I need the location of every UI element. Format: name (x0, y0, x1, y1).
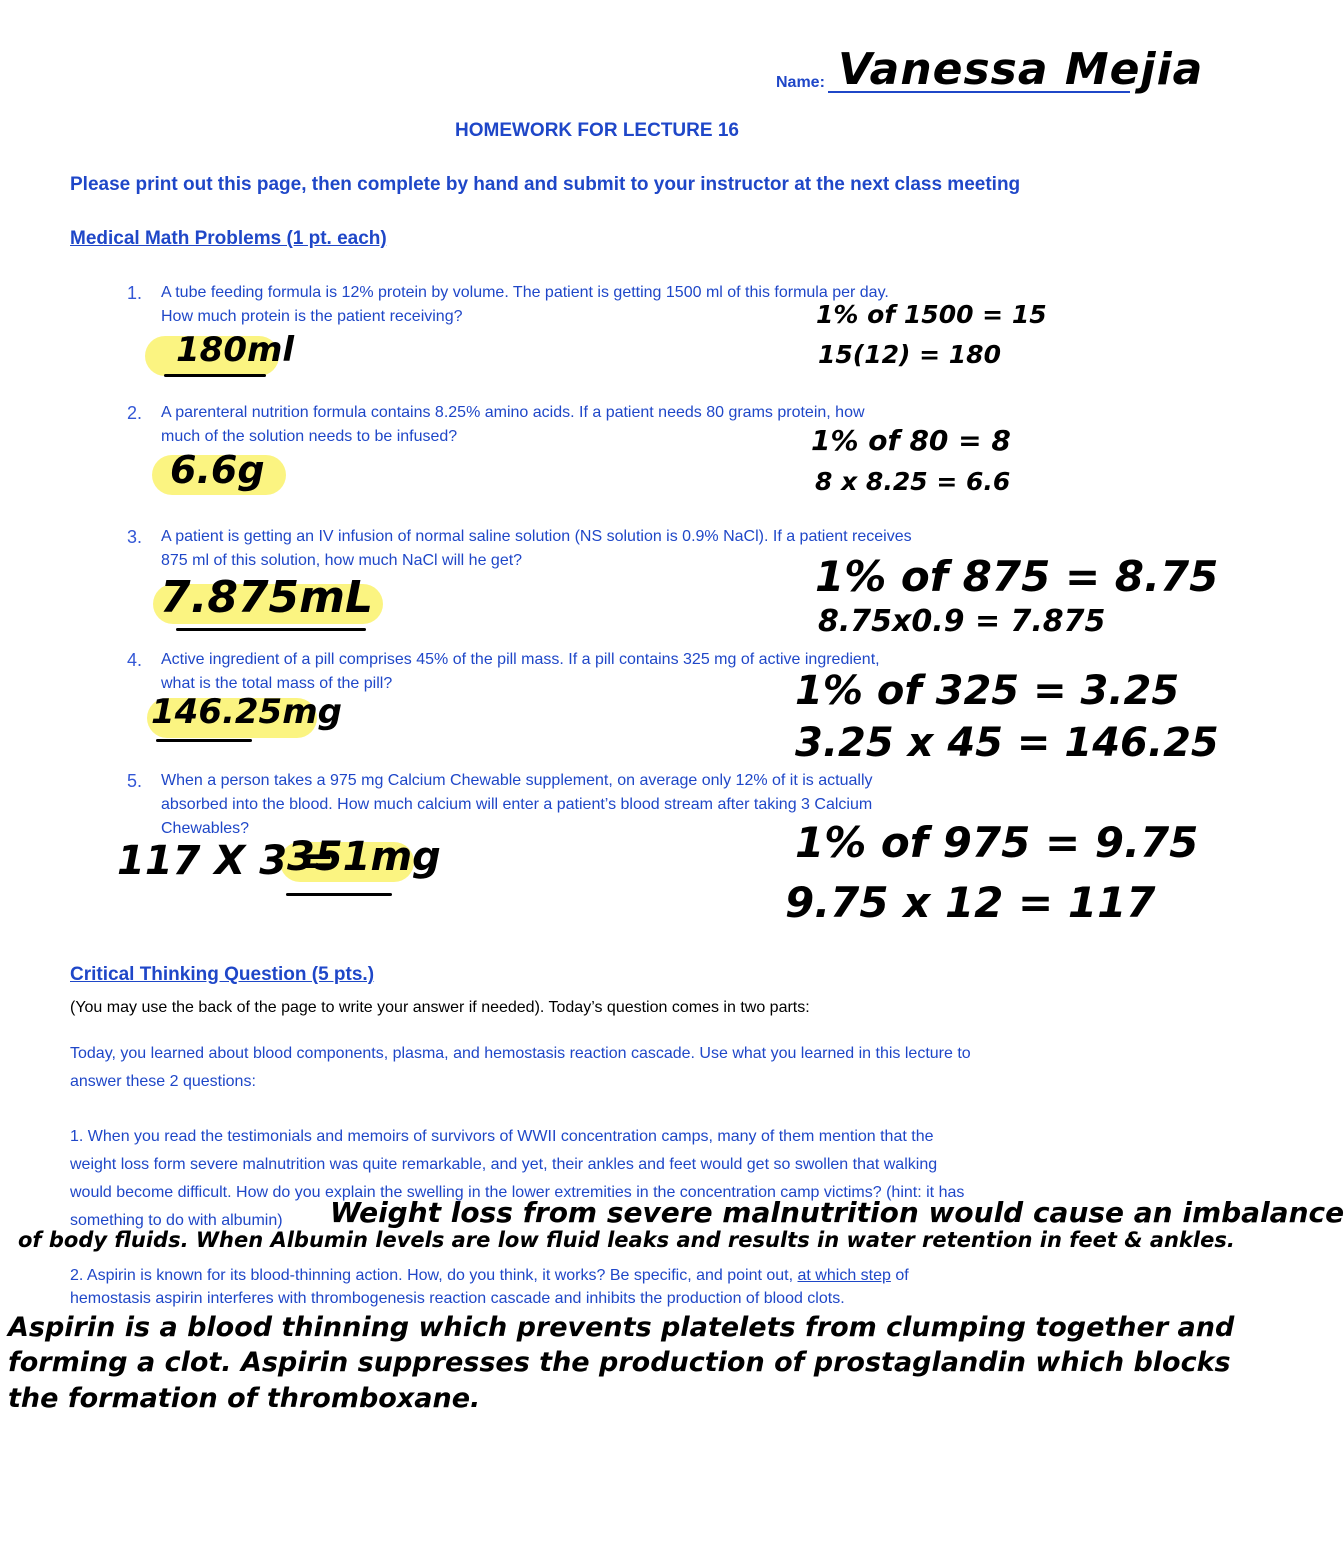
work-line: 8 x 8.25 = 6.6 (815, 467, 1011, 496)
problem-text: absorbed into the blood. How much calcium will enter a patient’s blood stream after taking 3 Calcium (161, 796, 873, 813)
question-2-answer: Aspirin is a blood thinning which prevents platelets from clumping together and (8, 1312, 1235, 1343)
instructions: Please print out this page, then complete by hand and submit to your instructor at the next class meeting (70, 174, 1021, 195)
answer: 351mg (287, 834, 441, 880)
problem-text: 875 ml of this solution, how much NaCl will he get? (161, 552, 523, 569)
problem-number: 2. (127, 403, 143, 423)
problem-text: Active ingredient of a pill comprises 45% of the pill mass. If a pill contains 325 mg of active ingredient, (161, 651, 880, 668)
question-2-text-main: 2. Aspirin is known for its blood-thinning action. How, do you think, it works? Be specific, and point out, (70, 1267, 794, 1284)
work-line: 3.25 x 45 = 146.25 (795, 720, 1219, 766)
answer: 6.6g (170, 448, 265, 492)
question-2-text: hemostasis aspirin interferes with thrombogenesis reaction cascade and inhibits the production of blood clots. (70, 1290, 845, 1307)
name-label: Name: (776, 74, 825, 91)
answer-prefix: 117 X 3 = (117, 838, 335, 884)
math-heading: Medical Math Problems (1 pt. each) (70, 228, 387, 249)
problem-text: what is the total mass of the pill? (161, 675, 393, 692)
question-1-text: would become difficult. How do you explain the swelling in the lower extremities in the concentration camp victims? (hint: it has (70, 1184, 965, 1201)
question-2-text (70, 1264, 909, 1288)
problem-number: 5. (127, 771, 143, 791)
name-signature: Vanessa Mejia (838, 44, 1204, 95)
critical-intro: Today, you learned about blood components, plasma, and hemostasis reaction cascade. Use what you learned in this lecture to (70, 1045, 971, 1062)
answer: 146.25mg (151, 692, 342, 732)
question-2-answer: forming a clot. Aspirin suppresses the production of prostaglandin which blocks (8, 1347, 1231, 1378)
question-1-text: weight loss form severe malnutrition was quite remarkable, and yet, their ankles and feet would get so swollen that walking (70, 1156, 938, 1173)
answer-underline (156, 739, 252, 742)
critical-heading: Critical Thinking Question (5 pts.) (70, 964, 375, 985)
question-2-emphasis: at which step (797, 1267, 891, 1284)
problem-number: 4. (127, 650, 143, 670)
work-line: 1% of 975 = 9.75 (795, 818, 1199, 867)
answer-underline (164, 374, 266, 377)
answer-underline (176, 628, 366, 631)
work-line: 1% of 1500 = 15 (816, 300, 1047, 329)
question-2-answer: the formation of thromboxane. (8, 1383, 481, 1414)
problem-text: much of the solution needs to be infused? (161, 428, 458, 445)
critical-intro: answer these 2 questions: (70, 1073, 256, 1090)
work-line: 9.75 x 12 = 117 (785, 878, 1156, 927)
work-line: 8.75x0.9 = 7.875 (818, 604, 1106, 639)
question-2-text-end: of (895, 1267, 909, 1284)
problem-text: Chewables? (161, 820, 250, 837)
question-1-answer: Weight loss from severe malnutrition would cause an imbalance (330, 1196, 1344, 1229)
page-title: HOMEWORK FOR LECTURE 16 (455, 120, 739, 141)
question-1-answer: of body fluids. When Albumin levels are low fluid leaks and results in water retention in feet & ankles. (18, 1228, 1235, 1252)
work-line: 1% of 875 = 8.75 (815, 552, 1219, 601)
problem-text: A parenteral nutrition formula contains 8.25% amino acids. If a patient needs 80 grams protein, how (161, 404, 865, 421)
question-1-text: 1. When you read the testimonials and memoirs of survivors of WWII concentration camps, many of them mention that the (70, 1128, 934, 1145)
problem-text: When a person takes a 975 mg Calcium Chewable supplement, on average only 12% of it is actually (161, 772, 873, 789)
work-line: 1% of 80 = 8 (811, 424, 1011, 457)
question-1-text: something to do with albumin) (70, 1212, 283, 1229)
answer: 180ml (176, 330, 295, 370)
problem-number: 3. (127, 527, 143, 547)
work-line: 15(12) = 180 (818, 340, 1001, 369)
answer: 7.875mL (160, 572, 374, 623)
problem-number: 1. (127, 283, 143, 303)
problem-text: A tube feeding formula is 12% protein by volume. The patient is getting 1500 ml of this formula per day. (161, 284, 889, 301)
problem-text: A patient is getting an IV infusion of normal saline solution (NS solution is 0.9% NaCl). If a patient receives (161, 528, 912, 545)
work-line: 1% of 325 = 3.25 (795, 668, 1180, 714)
problem-text: How much protein is the patient receiving? (161, 308, 463, 325)
answer-underline (286, 893, 392, 896)
critical-note: (You may use the back of the page to write your answer if needed). Today’s question comes in two parts: (70, 999, 810, 1016)
